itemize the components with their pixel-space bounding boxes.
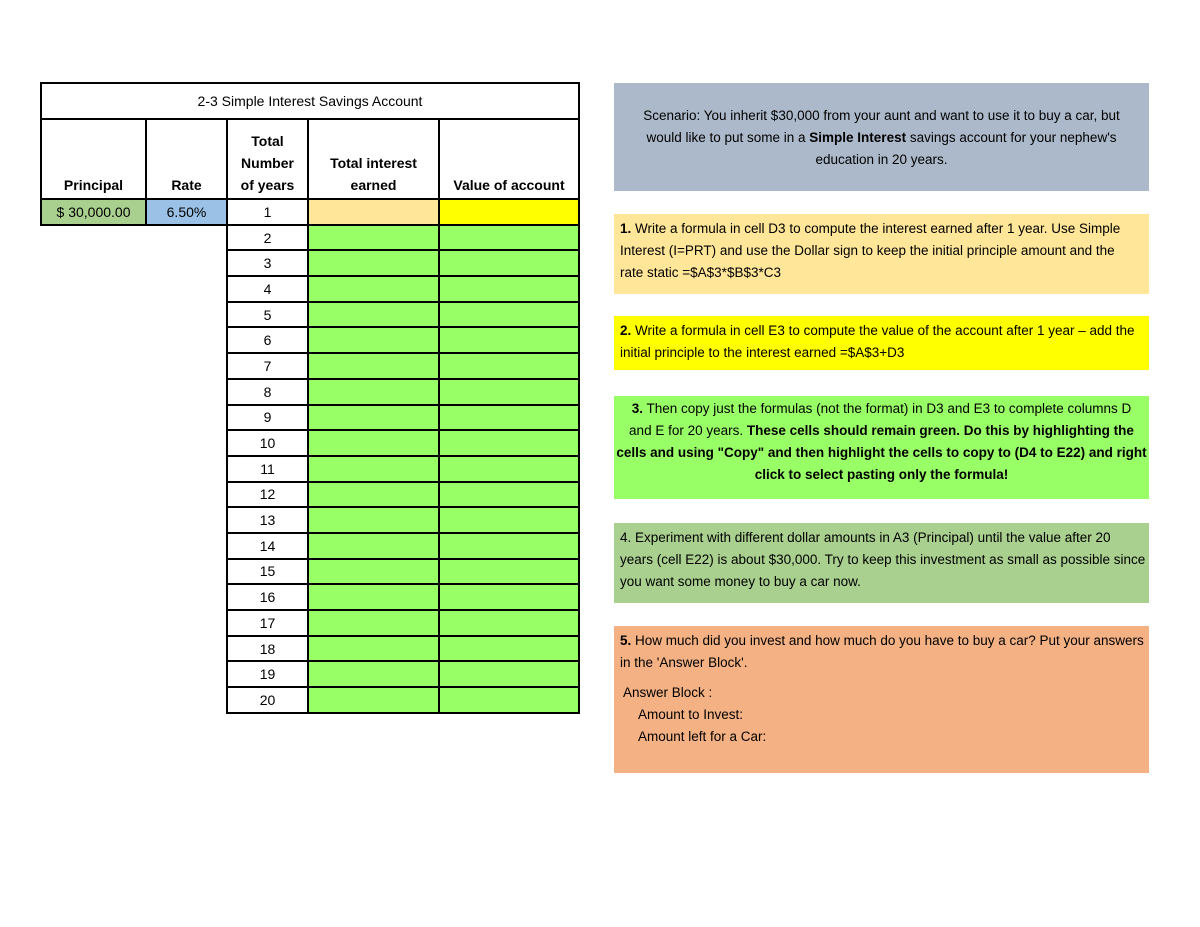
empty-cell [146,584,227,610]
table-row [41,225,579,251]
scenario-line1: Scenario: You inherit $30,000 from your aunt and want to use it to buy a car, but [643,108,1120,123]
year-cell[interactable]: 14 [227,533,308,559]
interest-cell[interactable] [308,199,439,225]
table-row [41,430,579,456]
step1-panel [614,214,1149,294]
value-cell[interactable] [439,661,579,687]
step5-panel [614,626,1149,773]
step2-line1: 2. Write a formula in cell E3 to compute the value of the account after 1 year – add the [620,323,1135,338]
value-cell[interactable] [439,379,579,405]
value-cell[interactable] [439,430,579,456]
header-years-line3: of years [240,177,295,193]
interest-cell[interactable] [308,302,439,328]
value-cell[interactable] [439,276,579,302]
scenario-line3: education in 20 years. [815,152,948,167]
year-cell[interactable]: 1 [227,199,308,225]
interest-cell[interactable] [308,353,439,379]
empty-cell [41,250,146,276]
empty-cell [146,276,227,302]
table-row [41,482,579,508]
empty-cell [146,250,227,276]
amount-left-label[interactable]: Amount left for a Car: [638,729,767,744]
rate-cell[interactable]: 6.50% [146,199,227,225]
header-years[interactable] [227,119,308,199]
value-cell[interactable] [439,405,579,431]
interest-cell[interactable] [308,276,439,302]
empty-cell [146,225,227,251]
year-cell[interactable]: 8 [227,379,308,405]
interest-cell[interactable] [308,379,439,405]
empty-cell [41,353,146,379]
year-cell[interactable]: 6 [227,327,308,353]
value-cell[interactable] [439,559,579,585]
value-cell[interactable] [439,225,579,251]
interest-cell[interactable] [308,533,439,559]
interest-cell[interactable] [308,327,439,353]
year-cell[interactable]: 13 [227,507,308,533]
answer-block-title: Answer Block : [623,685,713,700]
header-value[interactable]: Value of account [439,119,579,199]
empty-cell [41,225,146,251]
interest-cell[interactable] [308,456,439,482]
table-row [41,199,579,225]
header-principal[interactable]: Principal [41,119,146,199]
empty-cell [146,327,227,353]
year-cell[interactable]: 4 [227,276,308,302]
year-cell[interactable]: 5 [227,302,308,328]
year-cell[interactable]: 12 [227,482,308,508]
header-years-line2: Number [241,155,294,171]
table-row [41,507,579,533]
empty-cell [146,430,227,456]
year-cell[interactable]: 16 [227,584,308,610]
interest-cell[interactable] [308,507,439,533]
year-cell[interactable]: 18 [227,636,308,662]
empty-cell [41,456,146,482]
step4-line3: you want some money to buy a car now. [620,574,861,589]
interest-cell[interactable] [308,687,439,713]
value-cell[interactable] [439,199,579,225]
interest-cell[interactable] [308,250,439,276]
step1-line3: rate static =$A$3*$B$3*C3 [620,265,781,280]
amount-to-invest-label[interactable]: Amount to Invest: [638,707,744,722]
header-interest-line1: Total interest [330,155,417,171]
table-row [41,687,579,713]
table-row [41,276,579,302]
header-years-line1: Total [251,133,284,149]
table-row [41,610,579,636]
step3-panel [614,396,1149,499]
step1-line1: 1. Write a formula in cell D3 to compute the interest earned after 1 year. Use Simple [620,221,1121,236]
value-cell[interactable] [439,687,579,713]
interest-cell[interactable] [308,610,439,636]
interest-cell[interactable] [308,405,439,431]
empty-cell [41,533,146,559]
table-row [41,636,579,662]
year-cell[interactable]: 7 [227,353,308,379]
scenario-panel [614,83,1149,191]
value-cell[interactable] [439,327,579,353]
empty-cell [146,559,227,585]
interest-cell[interactable] [308,430,439,456]
table-row [41,559,579,585]
table-row [41,353,579,379]
empty-cell [146,405,227,431]
value-cell[interactable] [439,533,579,559]
empty-cell [146,456,227,482]
step3-line4: click to select pasting only the formula! [754,467,1009,482]
interest-cell[interactable] [308,559,439,585]
table-row [41,661,579,687]
table-row [41,327,579,353]
interest-cell[interactable] [308,225,439,251]
step5-line1: 5. How much did you invest and how much do you have to buy a car? Put your answers [620,633,1144,648]
empty-cell [146,482,227,508]
year-cell[interactable]: 17 [227,610,308,636]
value-cell[interactable] [439,507,579,533]
table-row [41,533,579,559]
year-cell[interactable]: 19 [227,661,308,687]
empty-cell [41,507,146,533]
year-cell[interactable]: 10 [227,430,308,456]
empty-cell [146,661,227,687]
empty-cell [41,482,146,508]
empty-cell [41,559,146,585]
scenario-line2: would like to put some in a Simple Interest savings account for your nephew's [646,130,1117,145]
table-row [41,584,579,610]
interest-cell[interactable] [308,661,439,687]
year-cell[interactable]: 9 [227,405,308,431]
step4-panel [614,523,1149,603]
year-cell[interactable]: 15 [227,559,308,585]
empty-cell [41,379,146,405]
step4-line1: 4. Experiment with different dollar amounts in A3 (Principal) until the value after 20 [620,530,1111,545]
value-cell[interactable] [439,636,579,662]
empty-cell [41,302,146,328]
step3-line1: 3. Then copy just the formulas (not the format) in D3 and E3 to complete columns D [631,401,1132,416]
empty-cell [41,636,146,662]
sheet-title[interactable]: 2-3 Simple Interest Savings Account [41,83,579,119]
table-row [41,302,579,328]
table-row [41,405,579,431]
value-cell[interactable] [439,584,579,610]
value-cell[interactable] [439,482,579,508]
empty-cell [146,507,227,533]
empty-cell [146,687,227,713]
empty-cell [41,687,146,713]
empty-cell [146,610,227,636]
spreadsheet [40,82,580,714]
empty-cell [41,276,146,302]
empty-cell [41,584,146,610]
empty-cell [41,430,146,456]
step2-line2: initial principle to the interest earned =$A$3+D3 [620,345,905,360]
value-cell[interactable] [439,250,579,276]
answer-block [620,682,1143,748]
step3-line3: cells and using "Copy" and then highlight the cells to copy to (D4 to E22) and right [616,445,1147,460]
header-rate[interactable]: Rate [146,119,227,199]
interest-cell[interactable] [308,636,439,662]
step4-line2: years (cell E22) is about $30,000. Try to keep this investment as small as possible since [620,552,1146,567]
empty-cell [146,533,227,559]
step1-line2: Interest (I=PRT) and use the Dollar sign to keep the initial principle amount and the [620,243,1115,258]
value-cell[interactable] [439,456,579,482]
empty-cell [41,327,146,353]
interest-cell[interactable] [308,584,439,610]
header-interest[interactable] [308,119,439,199]
value-cell[interactable] [439,353,579,379]
empty-cell [41,661,146,687]
header-interest-line2: earned [350,177,397,193]
table-row [41,379,579,405]
year-cell[interactable]: 3 [227,250,308,276]
empty-cell [41,405,146,431]
table-row [41,456,579,482]
step5-line2: in the 'Answer Block'. [620,655,748,670]
year-cell[interactable]: 20 [227,687,308,713]
year-cell[interactable]: 2 [227,225,308,251]
empty-cell [146,636,227,662]
empty-cell [41,610,146,636]
value-cell[interactable] [439,610,579,636]
step3-line2: and E for 20 years. These cells should remain green. Do this by highlighting the [629,423,1134,438]
empty-cell [146,379,227,405]
value-cell[interactable] [439,302,579,328]
table-row [41,250,579,276]
interest-table [40,82,580,714]
principal-cell[interactable]: $ 30,000.00 [41,199,146,225]
year-cell[interactable]: 11 [227,456,308,482]
interest-cell[interactable] [308,482,439,508]
step2-panel [614,316,1149,370]
empty-cell [146,302,227,328]
empty-cell [146,353,227,379]
